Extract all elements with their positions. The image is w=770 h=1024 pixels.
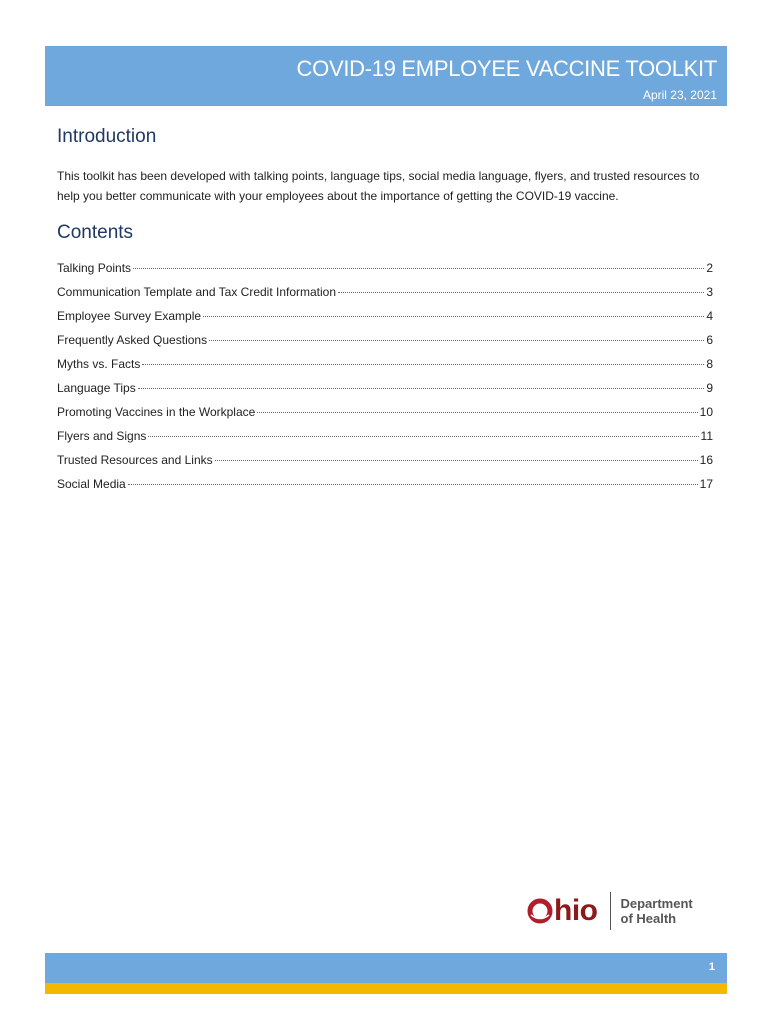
toc-item-myths-vs-facts[interactable]	[57, 357, 713, 381]
toc-item-promoting-vaccines[interactable]	[57, 405, 713, 429]
department-name	[621, 896, 693, 926]
toc-item-employee-survey[interactable]	[57, 309, 713, 333]
department-line-2: of Health	[620, 911, 677, 926]
logo-divider	[610, 892, 611, 930]
toc-leader	[133, 268, 704, 269]
contents-heading: Contents	[57, 222, 134, 243]
toc-item-trusted-resources[interactable]	[57, 453, 713, 477]
table-of-contents	[57, 261, 713, 501]
toc-page-number: 16	[699, 453, 713, 467]
toc-leader	[257, 412, 697, 413]
toc-leader	[142, 364, 704, 365]
toc-page-number: 11	[700, 429, 713, 443]
footer-band	[45, 953, 727, 983]
ohio-wordmark	[527, 894, 598, 928]
ohio-o-icon	[527, 898, 553, 924]
toc-item-label: Language Tips	[57, 381, 136, 395]
toc-item-communication-template[interactable]	[57, 285, 713, 309]
toc-page-number: 2	[706, 261, 713, 275]
toc-page-number: 8	[706, 357, 713, 371]
ohio-department-of-health-logo	[527, 890, 693, 932]
toc-leader	[215, 460, 698, 461]
toc-leader	[209, 340, 704, 341]
toc-item-label: Flyers and Signs	[57, 429, 147, 443]
toc-page-number: 6	[706, 333, 713, 347]
toc-page-number: 3	[706, 285, 713, 299]
toc-item-label: Social Media	[57, 477, 126, 491]
department-line-1: Department	[620, 896, 693, 911]
toc-item-flyers-and-signs[interactable]	[57, 429, 713, 453]
toc-item-label: Trusted Resources and Links	[57, 453, 213, 467]
toc-item-talking-points[interactable]	[57, 261, 713, 285]
toc-item-label: Communication Template and Tax Credit Information	[57, 285, 337, 299]
toc-page-number: 4	[706, 309, 713, 323]
document-title: COVID-19 EMPLOYEE VACCINE TOOLKIT	[296, 56, 717, 81]
document-date: April 23, 2021	[642, 88, 717, 102]
toc-item-label: Myths vs. Facts	[57, 357, 141, 371]
introduction-heading: Introduction	[57, 126, 157, 147]
toc-item-social-media[interactable]	[57, 477, 713, 501]
toc-leader	[203, 316, 704, 317]
footer-accent-strip	[45, 983, 727, 994]
toc-leader	[148, 436, 698, 437]
toc-leader	[128, 484, 698, 485]
introduction-text: This toolkit has been developed with talking points, language tips, social media language, flyers, and trusted resources to help you better communicate with your employees about the importance of getting the COVID-19 vaccine.	[57, 169, 700, 203]
toc-item-label: Talking Points	[57, 261, 132, 275]
page-number: 1	[708, 961, 715, 973]
toc-leader	[338, 292, 704, 293]
toc-page-number: 17	[699, 477, 713, 491]
toc-item-label: Frequently Asked Questions	[57, 333, 208, 347]
toc-item-label: Promoting Vaccines in the Workplace	[57, 405, 256, 419]
toc-item-label: Employee Survey Example	[57, 309, 202, 323]
toc-page-number: 10	[699, 405, 713, 419]
toc-item-faq[interactable]	[57, 333, 713, 357]
ohio-wordmark-letters: hio	[554, 894, 598, 927]
toc-item-language-tips[interactable]	[57, 381, 713, 405]
header-band	[45, 46, 727, 106]
toc-page-number: 9	[706, 381, 713, 395]
toc-leader	[138, 388, 705, 389]
